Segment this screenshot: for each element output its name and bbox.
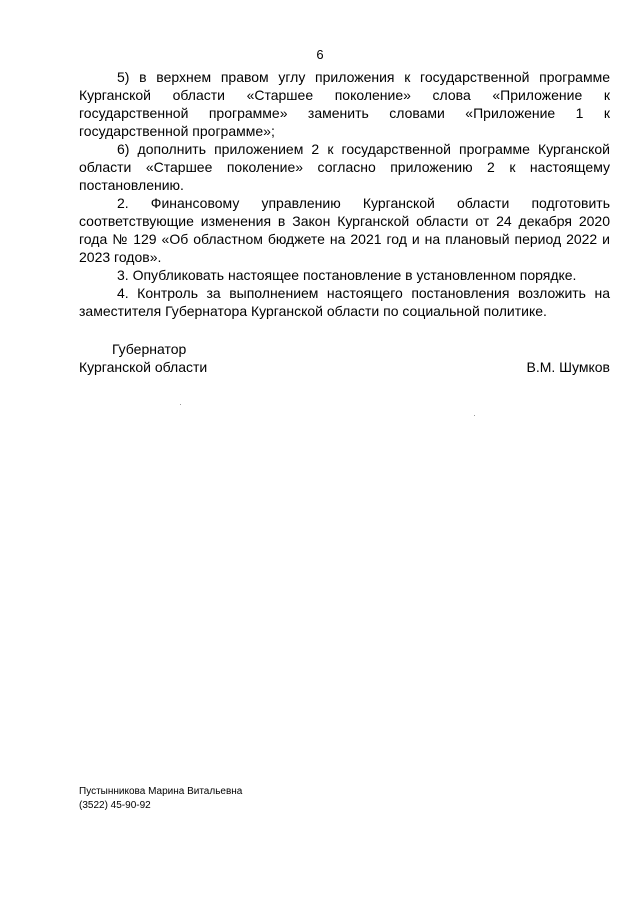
page-number: 6: [316, 47, 324, 62]
executor-name: Пустынникова Марина Витальевна: [79, 786, 243, 797]
signatory-position: [79, 340, 207, 376]
paragraph-2: 2. Финансовому управлению Курганской области подготовить соответствующие изменения в Закон Курганской области от 24 декабря 2020 года № 129 «Об областном бюджете на 2021 год и на плановый период 2022 и 2023 годов».: [79, 195, 610, 265]
document-body: [79, 68, 610, 320]
paragraph-3: 3. Опубликовать настоящее постановление в установленном порядке.: [117, 267, 577, 283]
position-line-1: Губернатор: [112, 341, 187, 357]
executor-info: [79, 785, 242, 813]
position-line-2: Курганской области: [79, 359, 208, 375]
scan-speck: [474, 415, 475, 416]
signatory-name: В.М. Шумков: [526, 359, 610, 375]
scan-speck: [180, 404, 181, 405]
paragraph-item-6: 6) дополнить приложением 2 к государственной программе Курганской области «Старшее поколение» согласно приложению 2 к настоящему постановлению.: [79, 141, 610, 193]
paragraph-4: 4. Контроль за выполнением настоящего постановления возложить на заместителя Губернатора Курганской области по социальной политике.: [79, 285, 610, 319]
paragraph-item-5: 5) в верхнем правом углу приложения к государственной программе Курганской области «Старшее поколение» слова «Приложение к государственной программе» заменить словами «Приложение 1 к государственной программе»;: [79, 69, 610, 139]
executor-phone: (3522) 45-90-92: [79, 800, 151, 811]
